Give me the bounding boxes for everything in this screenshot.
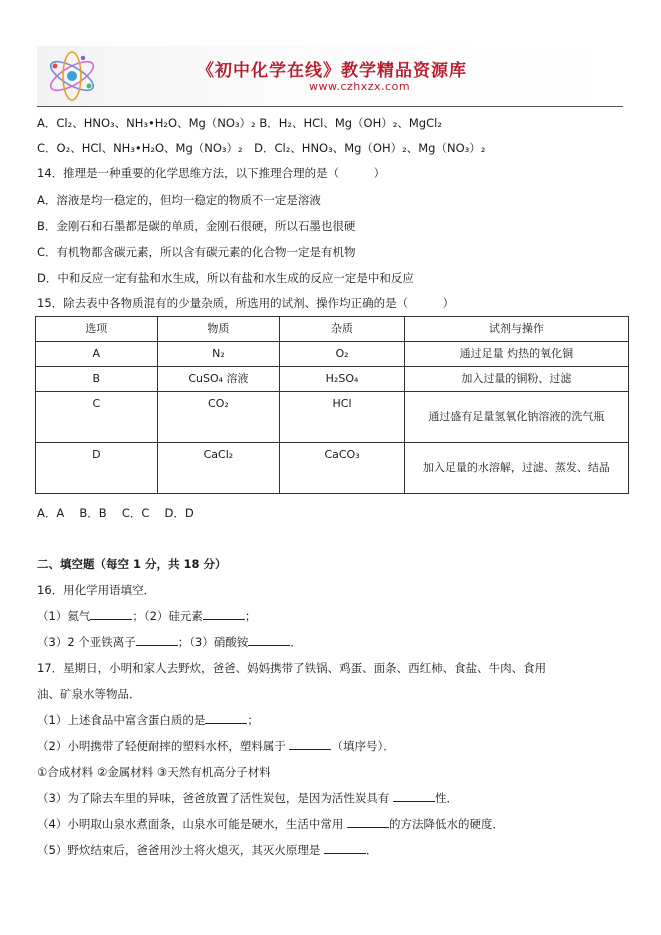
q13-options-ab: A．Cl₂、HNO₃、NH₃•H₂O、Mg（NO₃）₂ B．H₂、HCl、Mg（OH）₂、MgCl₂ bbox=[37, 116, 442, 130]
q15-stem: 15．除去表中各物质混有的少量杂质，所选用的试剂、操作均正确的是（ ） bbox=[37, 296, 455, 310]
q17-part-5-text: （5）野炊结束后，爸爸用沙土将火熄灭，其灭火原理是 bbox=[37, 843, 321, 857]
table-header-cell: 杂质 bbox=[280, 317, 405, 342]
q17-part-5-tail: ． bbox=[365, 843, 378, 857]
q15-answer-options: A．A B．B C．C D．D bbox=[37, 506, 194, 520]
table-cell: N₂ bbox=[157, 342, 280, 367]
q14-stem: 14．推理是一种重要的化学思维方法，以下推理合理的是（ ） bbox=[37, 166, 386, 180]
q17-part-3 bbox=[37, 790, 458, 806]
table-cell: HCl bbox=[280, 392, 405, 443]
q17-material-options: ①合成材料 ②金属材料 ③天然有机高分子材料 bbox=[37, 765, 271, 779]
answer-blank[interactable] bbox=[136, 634, 178, 646]
q15-table bbox=[35, 316, 629, 494]
q16-period: ． bbox=[290, 635, 302, 649]
table-cell: 加入足量的水溶解，过滤、蒸发、结晶 bbox=[404, 443, 628, 494]
table-row bbox=[36, 443, 629, 494]
table-cell: B bbox=[36, 367, 158, 392]
q16-part-3: （3）2 个亚铁离子 bbox=[37, 635, 136, 649]
table-cell: 加入过量的铜粉、过滤 bbox=[404, 367, 628, 392]
q17-part-3-text: （3）为了除去车里的异味，爸爸放置了活性炭包，是因为活性炭具有 bbox=[37, 791, 390, 805]
q17-part-3-tail: 性． bbox=[434, 791, 458, 805]
table-header-cell: 选项 bbox=[36, 317, 158, 342]
q17-part-2 bbox=[37, 738, 395, 754]
header-title: 《初中化学在线》教学精品资源库 bbox=[197, 61, 467, 81]
answer-blank[interactable] bbox=[205, 712, 247, 724]
q16-part-4: ；（3）硝酸铵 bbox=[177, 635, 249, 649]
q17-part-5 bbox=[37, 842, 377, 858]
q16-line-1 bbox=[37, 608, 256, 624]
q16-line-2 bbox=[37, 634, 302, 650]
atom-logo-icon bbox=[43, 50, 101, 102]
table-cell: CO₂ bbox=[157, 392, 280, 443]
q14-option-a: A．溶液是均一稳定的，但均一稳定的物质不一定是溶液 bbox=[37, 193, 321, 207]
header-url: www.czhxzx.com bbox=[309, 80, 411, 93]
answer-blank[interactable] bbox=[347, 816, 389, 828]
q17-part-2-tail: （填序号）． bbox=[331, 739, 395, 753]
answer-blank[interactable] bbox=[90, 608, 132, 620]
table-cell: CaCO₃ bbox=[280, 443, 405, 494]
q17-part-1 bbox=[37, 712, 259, 728]
table-header-cell: 物质 bbox=[157, 317, 280, 342]
table-cell: 通过盛有足量氢氧化钠溶液的洗气瓶 bbox=[404, 392, 628, 443]
q13-options-cd: C．O₂、HCl、NH₃•H₂O、Mg（NO₃）₂ D．Cl₂、HNO₃、Mg（OH）₂、Mg（NO₃）₂ bbox=[37, 141, 486, 155]
q17-part-2-text: （2）小明携带了轻便耐摔的塑料水杯，塑料属于 bbox=[37, 739, 286, 753]
q17-part-4-tail: 的方法降低水的硬度． bbox=[388, 817, 504, 831]
q16-stem: 16．用化学用语填空． bbox=[37, 583, 156, 597]
q17-stem-line-1: 17．星期日，小明和家人去野炊，爸爸、妈妈携带了铁锅、鸡蛋、面条、西红柿、食盐、牛肉、食用 bbox=[37, 661, 547, 675]
q17-part-1-text: （1）上述食品中富含蛋白质的是 bbox=[37, 713, 206, 727]
q14-option-c: C．有机物都含碳元素，所以含有碳元素的化合物一定是有机物 bbox=[37, 245, 356, 259]
q16-semicolon: ； bbox=[244, 609, 257, 623]
q16-part-1: （1）氦气 bbox=[37, 609, 91, 623]
section-title: 二、填空题（每空 1 分，共 18 分） bbox=[37, 557, 227, 571]
q14-option-d: D．中和反应一定有盐和水生成，所以有盐和水生成的反应一定是中和反应 bbox=[37, 271, 414, 285]
answer-blank[interactable] bbox=[248, 634, 290, 646]
table-cell: D bbox=[36, 443, 158, 494]
answer-blank[interactable] bbox=[393, 790, 435, 802]
q14-option-b: B．金刚石和石墨都是碳的单质，金刚石很硬，所以石墨也很硬 bbox=[37, 219, 356, 233]
table-cell: A bbox=[36, 342, 158, 367]
header-divider bbox=[37, 106, 623, 107]
table-row bbox=[36, 342, 629, 367]
table-cell: 通过足量 灼热的氧化铜 bbox=[404, 342, 628, 367]
table-row bbox=[36, 392, 629, 443]
table-row bbox=[36, 367, 629, 392]
table-cell: CaCl₂ bbox=[157, 443, 280, 494]
q17-part-4 bbox=[37, 816, 504, 832]
table-cell: H₂SO₄ bbox=[280, 367, 405, 392]
answer-blank[interactable] bbox=[289, 738, 331, 750]
table-header-cell: 试剂与操作 bbox=[404, 317, 628, 342]
table-cell: CuSO₄ 溶液 bbox=[157, 367, 280, 392]
q17-semicolon: ； bbox=[247, 713, 259, 727]
q16-part-2: ；（2）硅元素 bbox=[132, 609, 203, 623]
table-header-row bbox=[36, 317, 629, 342]
table-cell: O₂ bbox=[280, 342, 405, 367]
answer-blank[interactable] bbox=[324, 842, 366, 854]
answer-blank[interactable] bbox=[203, 608, 245, 620]
q17-part-4-text: （4）小明取山泉水煮面条，山泉水可能是硬水，生活中常用 bbox=[37, 817, 344, 831]
table-cell: C bbox=[36, 392, 158, 443]
q17-stem-line-2: 油、矿泉水等物品． bbox=[37, 687, 141, 701]
header-banner bbox=[37, 46, 623, 106]
